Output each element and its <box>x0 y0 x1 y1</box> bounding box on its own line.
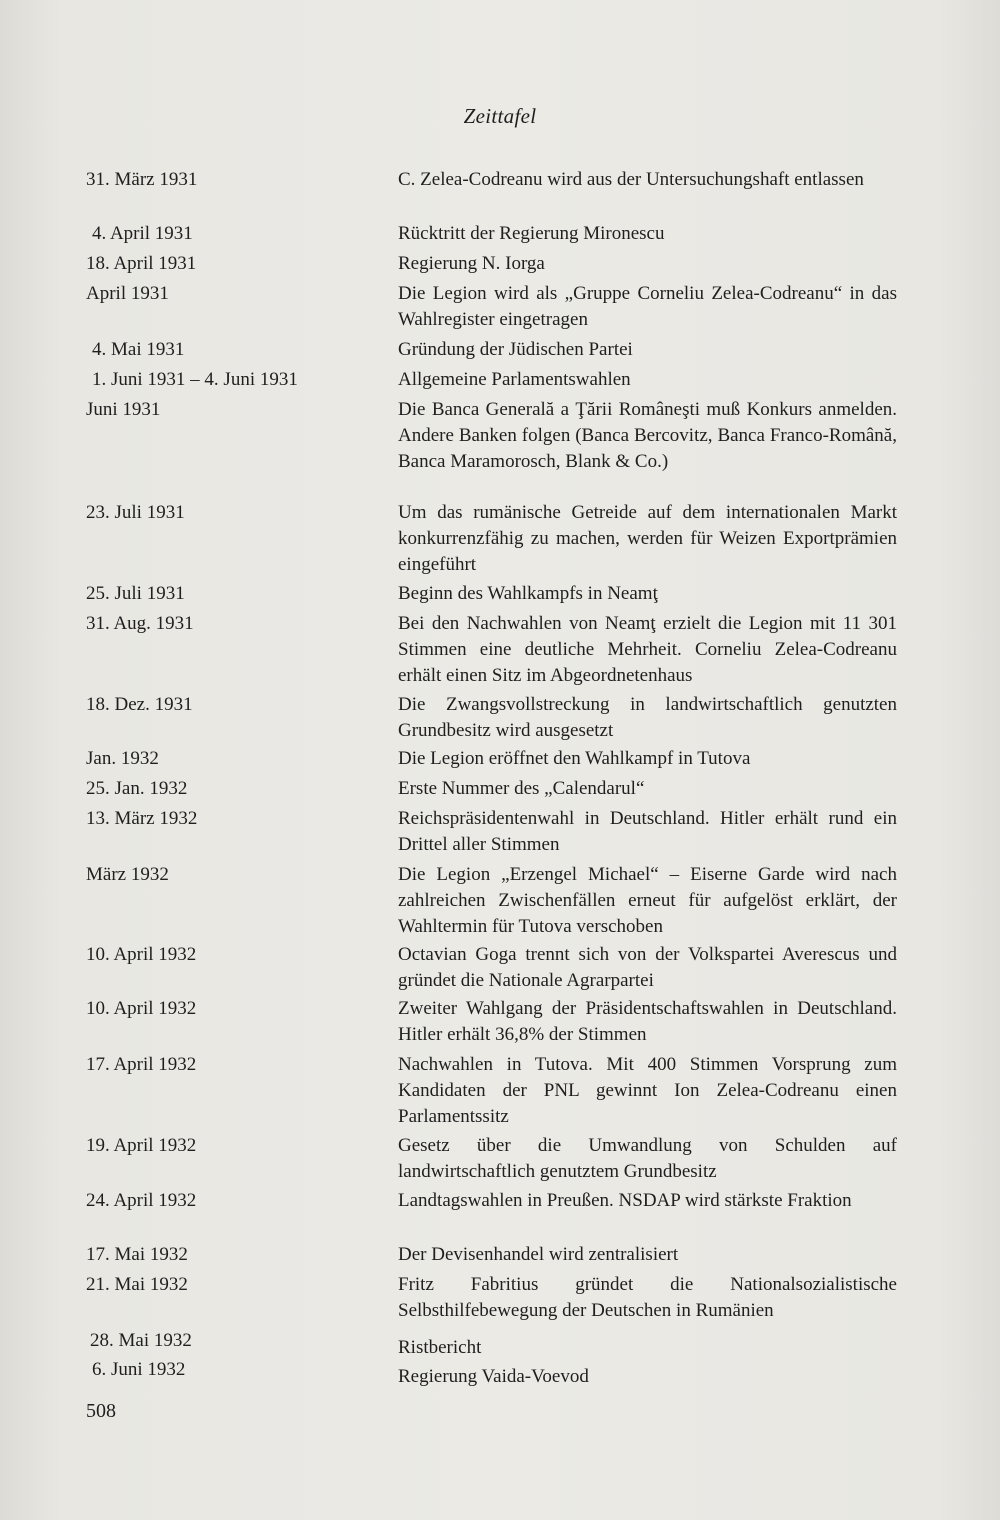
entry-date: 1. Juni 1931 – 4. Juni 1931 <box>92 369 298 390</box>
entry-text: Landtagswahlen in Preußen. NSDAP wird stärkste Fraktion <box>398 1190 852 1211</box>
entry-text: Nachwahlen in Tutova. Mit 400 Stimmen Vorsprung zum Kandidaten der PNL gewinnt Ion Zelea-Codreanu einen Parlamentssitz <box>398 1054 897 1127</box>
entry-text: Die Legion „Erzengel Michael“ – Eiserne Garde wird nach zahlreichen Zwischenfällen erneut für aufgelöst erklärt, der Wahltermin für Tutova verschoben <box>398 864 897 937</box>
entry-date: 10. April 1932 <box>86 944 197 965</box>
entry-date: April 1931 <box>86 283 169 304</box>
entry-date: 31. Aug. 1931 <box>86 613 194 634</box>
entry-date: 25. Jan. 1932 <box>86 778 188 799</box>
entry-text: Reichspräsidentenwahl in Deutschland. Hitler erhält rund ein Drittel aller Stimmen <box>398 808 897 855</box>
entry-text: Gesetz über die Umwandlung von Schulden auf landwirtschaftlich genutztem Grundbesitz <box>398 1135 897 1182</box>
entry-text: Die Banca Generală a Ţării Româneşti muß Konkurs anmelden. Andere Banken folgen (Banca Bercovitz, Banca Franco-Română, Banca Maramorosch, Blank & Co.) <box>398 399 897 472</box>
entry-date: 6. Juni 1932 <box>92 1359 186 1380</box>
entry-text: Octavian Goga trennt sich von der Volkspartei Averescus und gründet die Nationale Agrarpartei <box>398 944 897 991</box>
entry-text: C. Zelea-Codreanu wird aus der Untersuchungshaft entlassen <box>398 169 864 190</box>
entry-date: 13. März 1932 <box>86 808 198 829</box>
entry-text: Regierung N. Iorga <box>398 253 545 274</box>
page-number: 508 <box>86 1400 116 1422</box>
entry-date: 4. Mai 1931 <box>92 339 185 360</box>
entry-text: Bei den Nachwahlen von Neamţ erzielt die Legion mit 11 301 Stimmen eine deutliche Mehrheit. Corneliu Zelea-Codreanu erhält einen Sitz im Abgeordnetenhaus <box>398 613 897 686</box>
entry-text: Die Legion wird als „Gruppe Corneliu Zelea-Codreanu“ in das Wahlregister eingetragen <box>398 283 897 330</box>
entry-text: Regierung Vaida-Voevod <box>398 1366 589 1387</box>
entry-date: 25. Juli 1931 <box>86 583 185 604</box>
entry-date: 19. April 1932 <box>86 1135 197 1156</box>
entry-date: 4. April 1931 <box>92 223 193 244</box>
entry-text: Um das rumänische Getreide auf dem internationalen Markt konkurrenzfähig zu machen, werden für Weizen Exportprämien eingeführt <box>398 502 897 575</box>
entry-text: Rücktritt der Regierung Mironescu <box>398 223 665 244</box>
entry-date: 10. April 1932 <box>86 998 197 1019</box>
entry-date: 28. Mai 1932 <box>90 1330 192 1351</box>
entry-text: Zweiter Wahlgang der Präsidentschaftswahlen in Deutschland. Hitler erhält 36,8% der Stimmen <box>398 998 897 1045</box>
entry-date: Juni 1931 <box>86 399 161 420</box>
running-head: Zeittafel <box>463 104 537 128</box>
entry-date: März 1932 <box>86 864 169 885</box>
entry-text: Die Legion eröffnet den Wahlkampf in Tutova <box>398 748 751 769</box>
entry-text: Die Zwangsvollstreckung in landwirtschaftlich genutzten Grundbesitz wird ausgesetzt <box>398 694 897 741</box>
entry-date: 18. April 1931 <box>86 253 197 274</box>
entry-text: Gründung der Jüdischen Partei <box>398 339 633 360</box>
entry-date: 24. April 1932 <box>86 1190 197 1211</box>
entry-text: Ristbericht <box>398 1337 482 1358</box>
entry-date: 31. März 1931 <box>86 169 198 190</box>
entry-date: Jan. 1932 <box>86 748 159 769</box>
entry-text: Der Devisenhandel wird zentralisiert <box>398 1244 679 1265</box>
entry-date: 23. Juli 1931 <box>86 502 185 523</box>
entry-date: 17. Mai 1932 <box>86 1244 188 1265</box>
entry-date: 21. Mai 1932 <box>86 1274 188 1295</box>
entry-text: Fritz Fabritius gründet die Nationalsozialistische Selbsthilfebewegung der Deutschen in Rumänien <box>398 1274 897 1321</box>
entry-text: Allgemeine Parlamentswahlen <box>398 369 631 390</box>
entry-text: Erste Nummer des „Calendarul“ <box>398 778 645 799</box>
entry-date: 17. April 1932 <box>86 1054 197 1075</box>
entry-date: 18. Dez. 1931 <box>86 694 193 715</box>
entry-text: Beginn des Wahlkampfs in Neamţ <box>398 583 658 604</box>
